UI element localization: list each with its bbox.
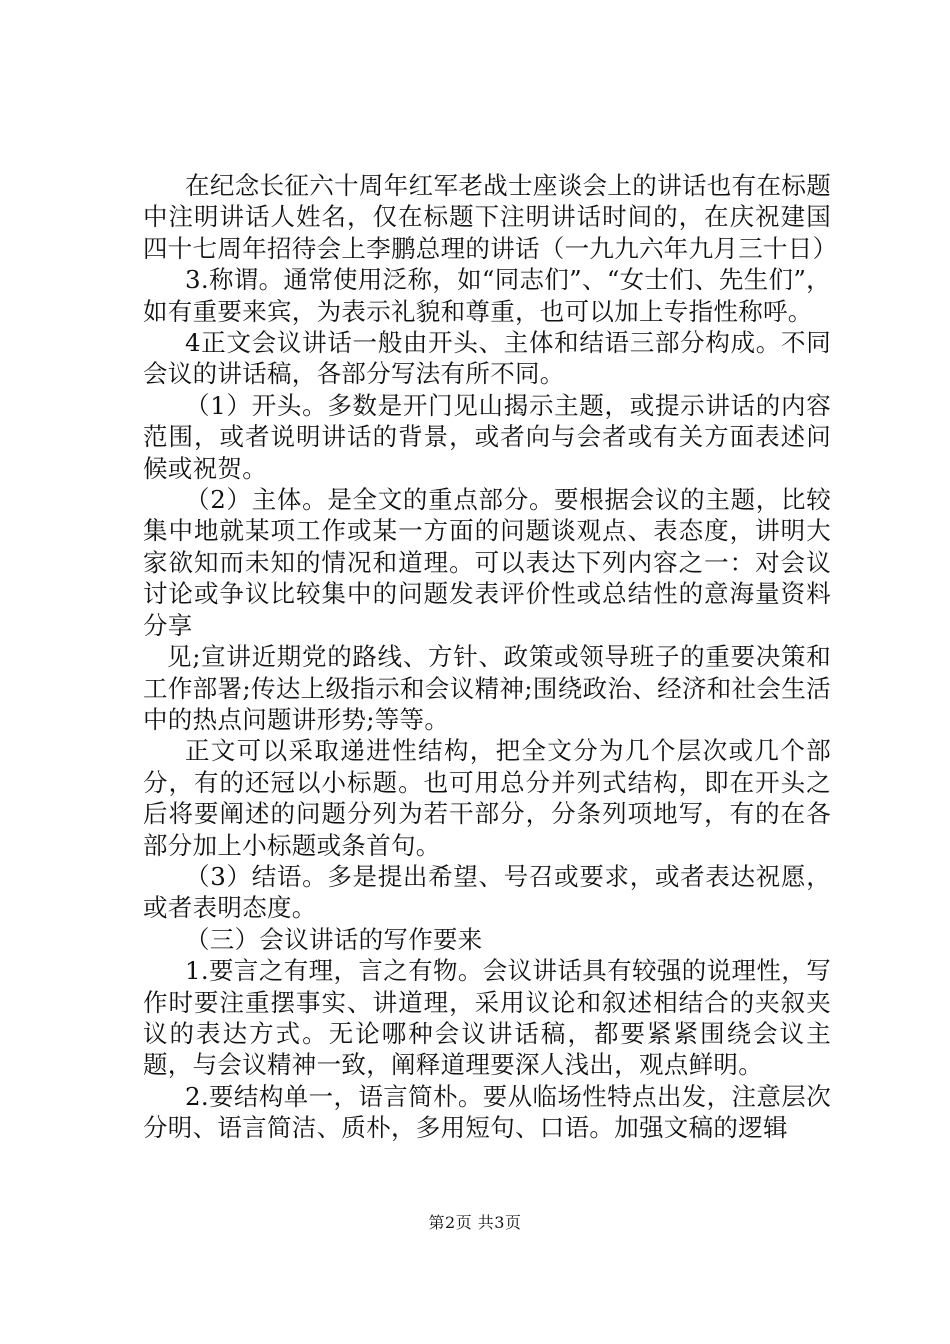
paragraph-main-text: 4正文会议讲话一般由开头、主体和结语三部分构成。不同会议的讲话稿，各部分写法有所不同。 <box>143 328 831 389</box>
paragraph-requirement-1: 1.要言之有理，言之有物。会议讲话具有较强的说理性，写作时要注重摆事实、讲道理，采用议论和叙述相结合的夹叙夹议的表达方式。无论哪种会议讲话稿，都要紧紧围绕会议主题，与会议精神一致，阐释道理要深人浅出，观点鲜明。 <box>143 956 831 1080</box>
paragraph-structure: 正文可以采取递进性结构，把全文分为几个层次或几个部分，有的还冠以小标题。也可用总分并列式结构，即在开头之后将要阐述的问题分列为若干部分，分条列项地写，有的在各部分加上小标题或条首句。 <box>143 736 831 860</box>
paragraph-salutation: 3.称谓。通常使用泛称，如“同志们”、“女士们、先生们”，如有重要来宾，为表示礼貌和尊重，也可以加上专指性称呼。 <box>143 265 831 326</box>
document-body <box>143 170 838 1144</box>
paragraph-opening: （1）开头。多数是开门见山揭示主题，或提示讲话的内容范围，或者说明讲话的背景，或者向与会者或有关方面表述问候或祝贺。 <box>143 390 831 483</box>
paragraph-closing: （3）结语。多是提出希望、号召或要求，或者表达祝愿，或者表明态度。 <box>143 861 831 923</box>
paragraph-requirement-2: 2.要结构单一，语言简朴。要从临场性特点出发，注意层次分明、语言简洁、质朴，多用短句、口语。加强文稿的逻辑 <box>143 1081 831 1143</box>
page-number-footer: 第2页 共3页 <box>428 1213 522 1232</box>
paragraph-body-continued: 见;宣讲近期党的路线、方针、政策或领导班子的重要决策和工作部署;传达上级指示和会议精神;围绕政治、经济和社会生活中的热点问题讲形势;等等。 <box>143 642 831 734</box>
paragraph-speech-title-example: 在纪念长征六十周年红军老战士座谈会上的讲话也有在标题中注明讲话人姓名，仅在标题下注明讲话时间的，在庆祝建国四十七周年招待会上李鹏总理的讲话（一九九六年九月三十日） <box>143 171 838 263</box>
paragraph-body-section: （2）主体。是全文的重点部分。要根据会议的主题，比较集中地就某项工作或某一方面的问题谈观点、表态度，讲明大家欲知而未知的情况和道理。可以表达下列内容之一：对会议讨论或争议比较集中的问题发表评价性或总结性的意海量资料分享 <box>143 485 831 640</box>
section-heading-writing-requirements: （三）会议讲话的写作要来 <box>185 924 483 954</box>
